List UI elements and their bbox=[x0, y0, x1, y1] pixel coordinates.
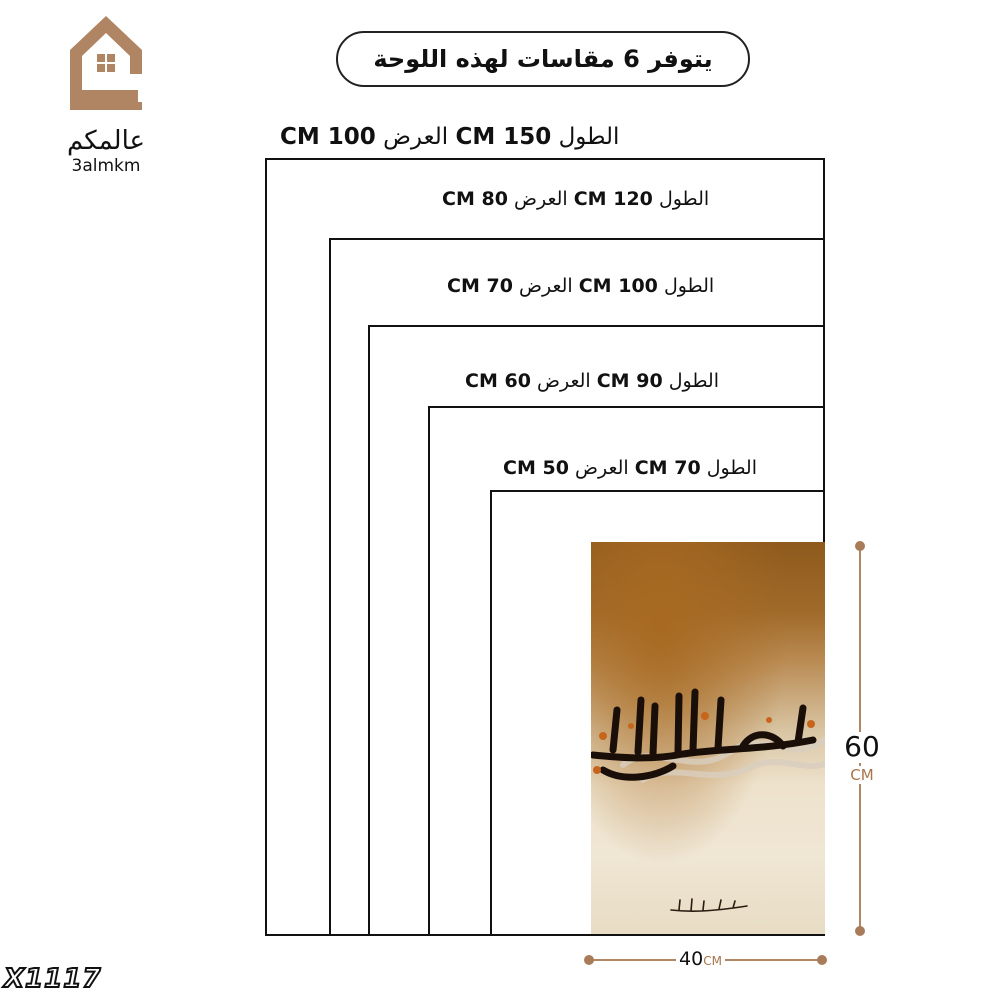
size-label-70x50 bbox=[503, 459, 757, 478]
calligraphy-painting-preview bbox=[591, 542, 825, 934]
length-label: الطول bbox=[558, 124, 620, 150]
width-label: العرض bbox=[383, 124, 449, 150]
length-label: الطول bbox=[658, 188, 710, 210]
width-value: 60 CM bbox=[465, 370, 531, 392]
width-label: العرض bbox=[518, 275, 573, 297]
size-label-100x70 bbox=[447, 277, 714, 296]
length-value: 70 CM bbox=[634, 457, 701, 479]
size-label-150x100 bbox=[280, 126, 619, 149]
calligraphy-artwork bbox=[591, 670, 825, 790]
dimension-endpoint bbox=[855, 541, 865, 551]
length-label: الطول bbox=[706, 457, 757, 479]
painting-height-value: 60 bbox=[840, 732, 884, 763]
width-label: العرض bbox=[536, 370, 591, 392]
length-value: 120 CM bbox=[573, 188, 653, 210]
dimension-endpoint bbox=[584, 955, 594, 965]
house-icon bbox=[66, 14, 146, 112]
calligraphy-signature bbox=[669, 896, 749, 916]
size-label-120x80 bbox=[442, 190, 709, 209]
sizes-available-banner: يتوفر 6 مقاسات لهذه اللوحة bbox=[336, 31, 750, 87]
dimension-endpoint bbox=[817, 955, 827, 965]
brand-name-english: 3almkm bbox=[71, 156, 141, 176]
painting-width-value: 40 bbox=[679, 948, 704, 970]
dimension-endpoint bbox=[855, 926, 865, 936]
width-value: 80 CM bbox=[442, 188, 508, 210]
width-label: العرض bbox=[574, 457, 629, 479]
width-value: 50 CM bbox=[503, 457, 569, 479]
product-code: X1117 bbox=[4, 964, 102, 994]
brand-logo bbox=[56, 14, 156, 176]
length-value: 150 CM bbox=[455, 124, 552, 150]
width-label: العرض bbox=[513, 188, 568, 210]
width-value: 70 CM bbox=[447, 275, 513, 297]
length-value: 100 CM bbox=[578, 275, 658, 297]
length-label: الطول bbox=[663, 275, 715, 297]
painting-width-unit: CM bbox=[703, 954, 722, 968]
width-value: 100 CM bbox=[280, 124, 376, 150]
brand-name-arabic: عالمكم bbox=[66, 126, 146, 156]
painting-height-unit: CM bbox=[842, 766, 882, 784]
painting-width-label bbox=[676, 948, 725, 972]
size-label-90x60 bbox=[465, 372, 719, 391]
length-label: الطول bbox=[668, 370, 719, 392]
length-value: 90 CM bbox=[596, 370, 663, 392]
